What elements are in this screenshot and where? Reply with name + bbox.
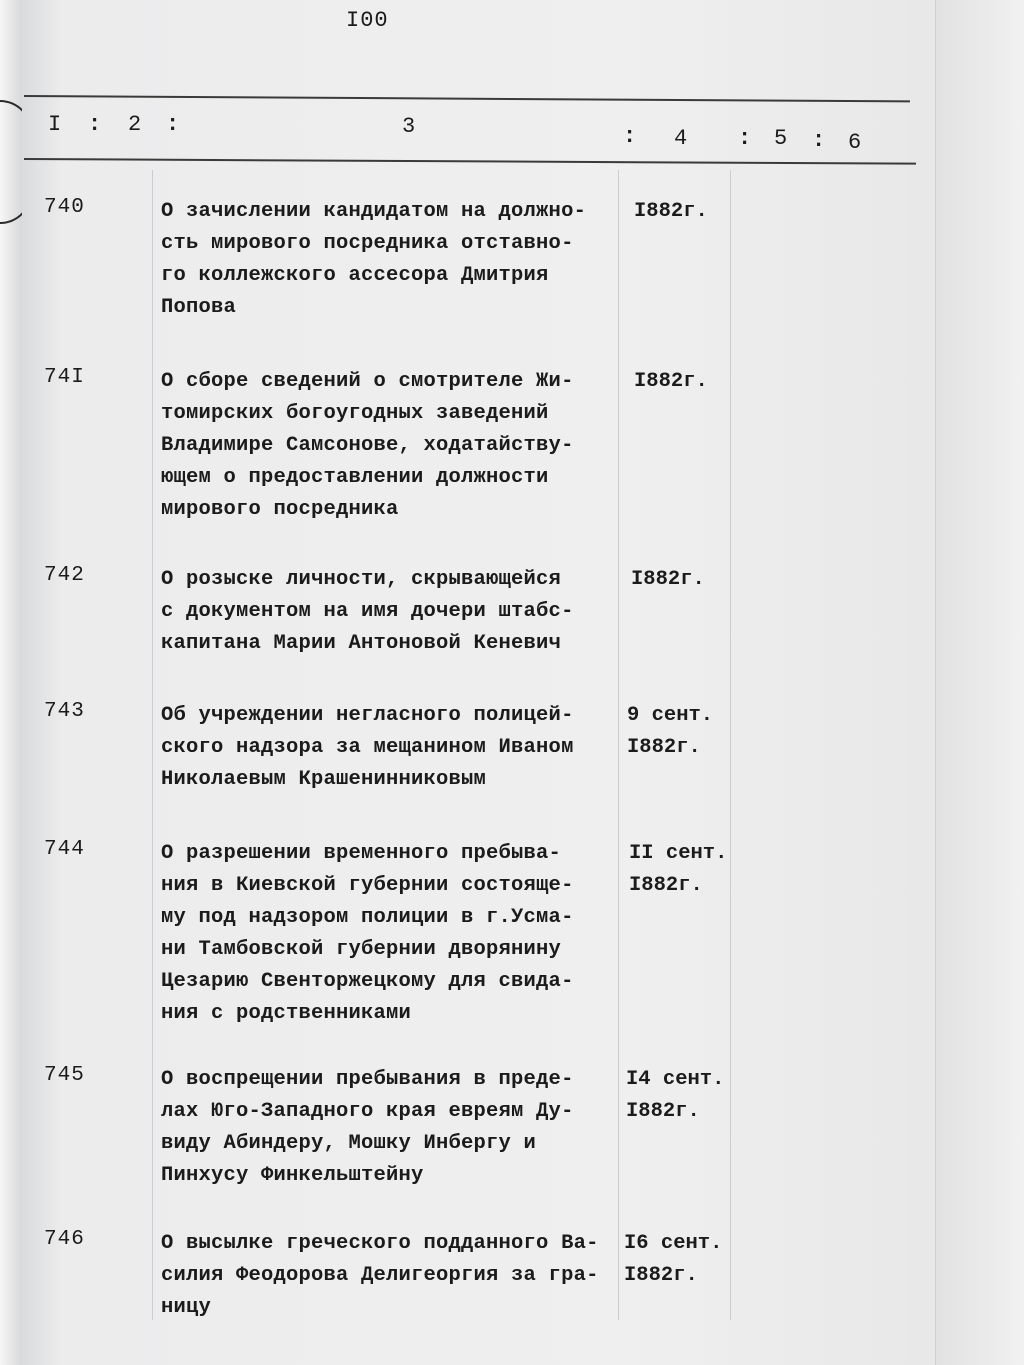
column-header-1: I <box>48 112 62 137</box>
column-separator: : <box>623 124 637 149</box>
entry-number: 740 <box>44 196 85 219</box>
entry-date: I4 сент. I882г. <box>626 1068 725 1123</box>
column-header-5: 5 <box>774 126 788 151</box>
column-header-6: 6 <box>848 130 862 155</box>
entry-number: 742 <box>44 564 85 587</box>
entry-description: О сборе сведений о смотрителе Жи- томирских богоугодных заведений Владимире Самсонове, ходатайству- ющем о предоставлении должности мирового посредника <box>161 370 574 521</box>
entry-date: I6 сент. I882г. <box>624 1232 723 1287</box>
column-separator: : <box>738 126 752 151</box>
page-right-edge <box>935 0 1024 1365</box>
column-separator: : <box>166 112 180 137</box>
column-separator: : <box>812 128 826 153</box>
page-number: I00 <box>346 8 389 33</box>
entry-description: О разрешении временного пребыва- ния в Киевской губернии состояще- му под надзором полиции в г.Усма- ни Тамбовской губернии дворянину Цезарию Свенторжецкому для свида- ния с родственниками <box>161 842 574 1025</box>
entry-date: I882г. <box>631 568 705 591</box>
entry-date: I882г. <box>634 370 708 393</box>
column-header-4: 4 <box>674 126 688 151</box>
entry-description: О высылке греческого подданного Ва- силия Феодорова Делигеоргия за гра- ницу <box>161 1232 599 1319</box>
column-header-3: 3 <box>402 114 416 139</box>
entry-number: 745 <box>44 1064 85 1087</box>
entry-number: 743 <box>44 700 85 723</box>
entry-description: О розыске личности, скрывающейся с документом на имя дочери штабс- капитана Марии Антоновой Кеневич <box>161 568 574 655</box>
entry-number: 746 <box>44 1228 85 1251</box>
entry-date: 9 сент. I882г. <box>627 704 714 759</box>
entry-description: О воспрещении пребывания в преде- лах Юго-Западного края евреям Ду- виду Абиндеру, Мошку Инбергу и Пинхусу Финкельштейну <box>161 1068 574 1187</box>
entry-number: 744 <box>44 838 85 861</box>
entry-number: 74I <box>44 366 85 389</box>
entry-date: II сент. I882г. <box>629 842 728 897</box>
column-header-2: 2 <box>128 112 142 137</box>
column-rule <box>152 170 153 1320</box>
entry-date: I882г. <box>634 200 708 223</box>
column-separator: : <box>88 112 102 137</box>
entry-description: О зачислении кандидатом на должно- сть мирового посредника отставно- го коллежского ассесора Дмитрия Попова <box>161 200 587 319</box>
entry-description: Об учреждении негласного полицей- ского надзора за мещанином Иваном Николаевым Крашенинниковым <box>161 704 574 791</box>
